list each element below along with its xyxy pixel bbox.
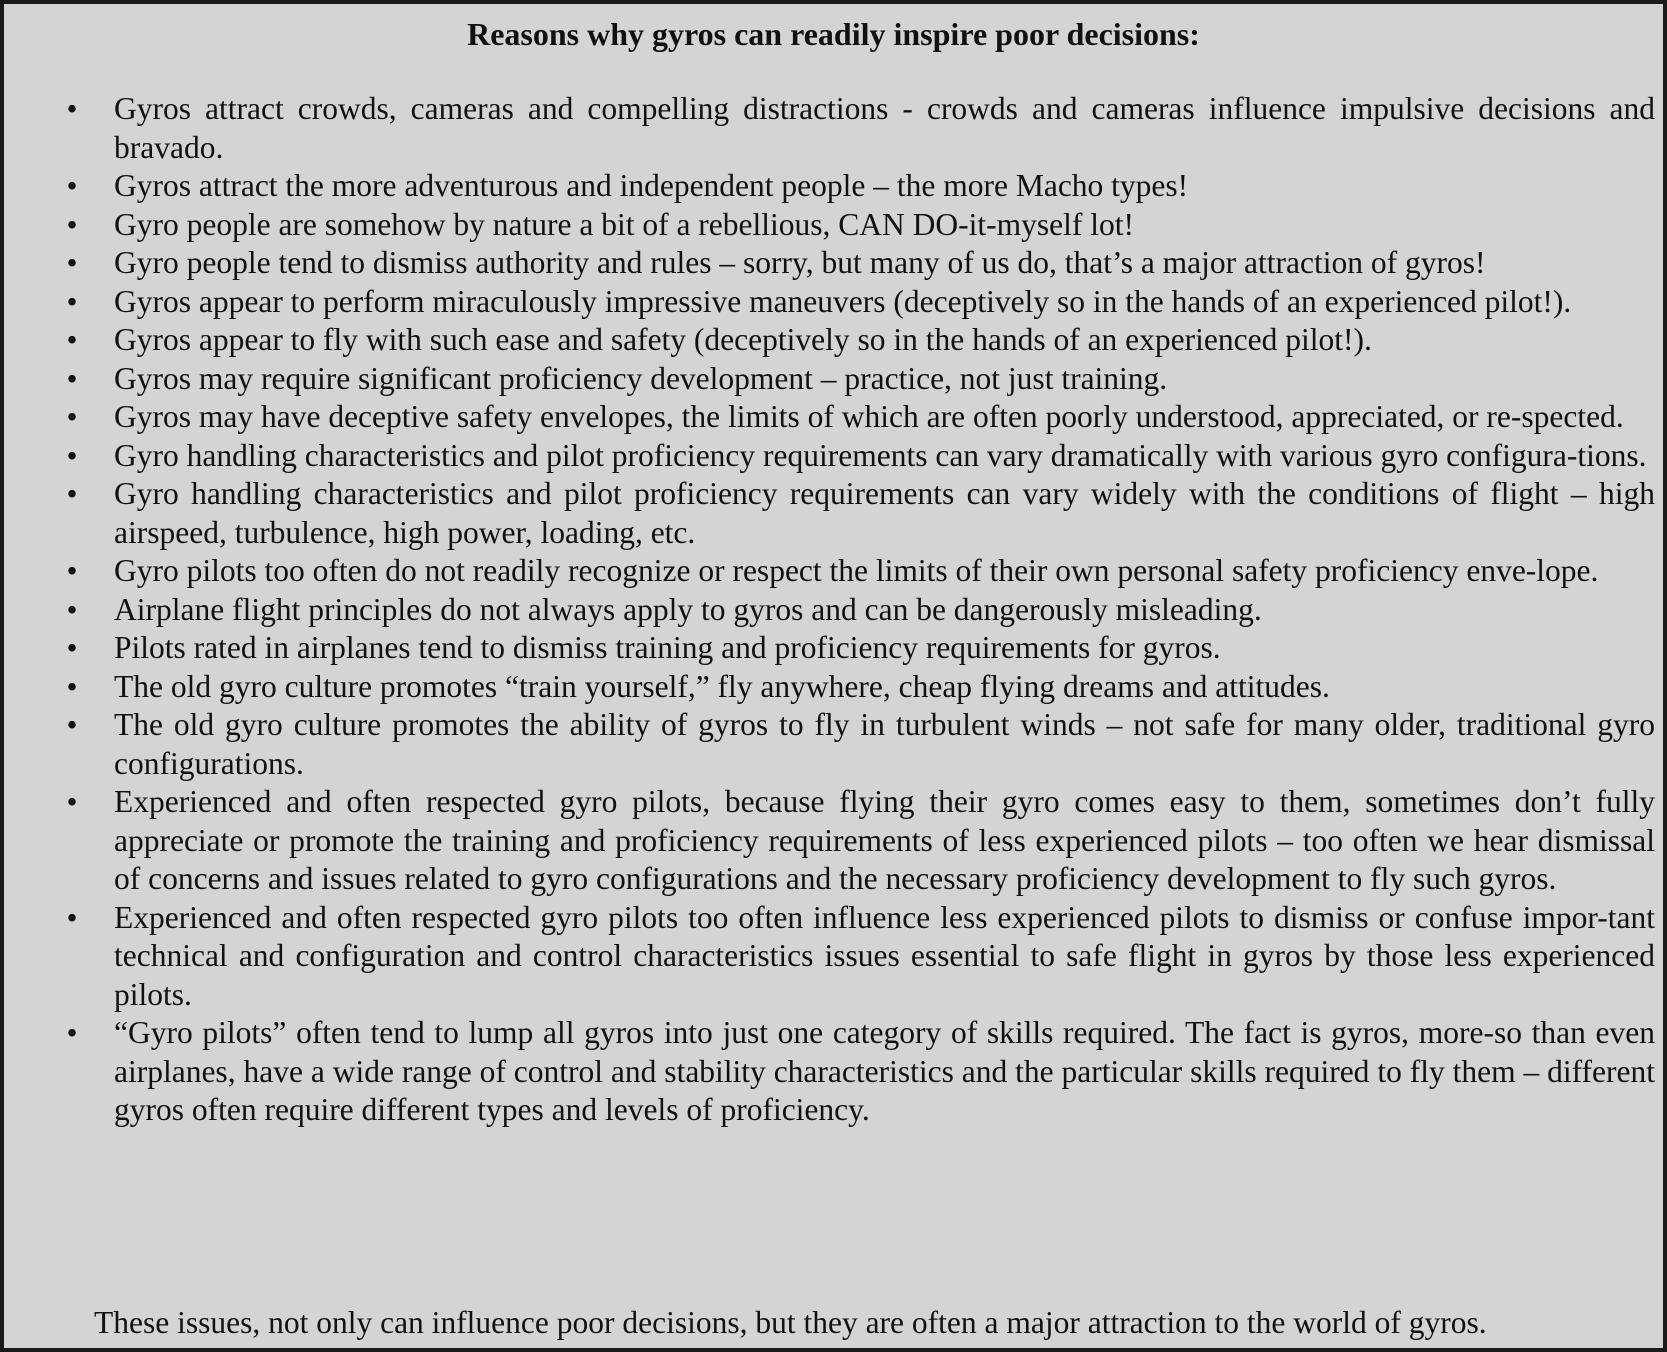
list-item xyxy=(4,90,1663,167)
list-item-text: Gyro pilots too often do not readily recognize or respect the limits of their own personal safety proficiency enve-lope. xyxy=(114,553,1599,588)
list-item xyxy=(4,244,1663,283)
bullet-icon: • xyxy=(66,668,78,704)
list-item xyxy=(4,283,1663,322)
bullet-icon: • xyxy=(66,1015,78,1050)
list-item-text: Gyros attract the more adventurous and independent people – the more Macho types! xyxy=(114,168,1189,203)
list-item-text: Gyro people are somehow by nature a bit of a rebellious, CAN DO-it-myself lot! xyxy=(114,206,1134,242)
bullet-icon: • xyxy=(66,283,78,319)
bullet-icon: • xyxy=(66,91,78,126)
list-item xyxy=(4,167,1663,206)
bullet-icon: • xyxy=(66,553,78,588)
bullet-icon: • xyxy=(66,245,78,280)
list-item-text: Gyros appear to fly with such ease and safety (deceptively so in the hands of an experienced pilot!). xyxy=(114,322,1372,357)
list-item-text: “Gyro pilots” often tend to lump all gyros into just one category of skills required. The fact is gyros, more-so than even airplanes, have a wide range of control and stability characteristics and the particular skills required to fly them – different gyros often require different types and levels of proficiency. xyxy=(114,1015,1655,1127)
bullet-icon: • xyxy=(66,707,78,742)
list-item xyxy=(4,591,1663,630)
list-item xyxy=(4,783,1663,899)
list-item xyxy=(4,321,1663,360)
bullet-icon: • xyxy=(66,206,78,242)
list-item-text: Experienced and often respected gyro pilots, because flying their gyro comes easy to them, sometimes don’t fully appreciate or promote the training and proficiency requirements of less experienced pilots – too often we hear dismissal of concerns and issues related to gyro configurations and the necessary proficiency development to fly such gyros. xyxy=(114,784,1655,896)
list-item xyxy=(4,629,1663,668)
list-item-text: Gyro handling characteristics and pilot proficiency requirements can vary widely with the conditions of flight – high airspeed, turbulence, high power, loading, etc. xyxy=(114,476,1655,550)
list-item xyxy=(4,1014,1663,1130)
list-item-text: Gyros may have deceptive safety envelopes, the limits of which are often poorly understood, appreciated, or re-spected. xyxy=(114,399,1624,434)
bullet-icon: • xyxy=(66,360,78,396)
list-item-text: Gyro people tend to dismiss authority and rules – sorry, but many of us do, that’s a major attraction of gyros! xyxy=(114,245,1486,280)
list-item-text: Experienced and often respected gyro pilots too often influence less experienced pilots to dismiss or confuse impor-tant technical and configuration and control characteristics issues essential to safe flight in gyros by those less experienced pilots. xyxy=(114,899,1655,1012)
bullet-icon: • xyxy=(66,784,78,819)
bullet-icon: • xyxy=(66,437,78,473)
list-item xyxy=(4,360,1663,399)
list-item-text: Gyros may require significant proficiency development – practice, not just training. xyxy=(114,360,1168,396)
list-item xyxy=(4,206,1663,245)
list-item-text: Gyros attract crowds, cameras and compelling distractions - crowds and cameras influence impulsive decisions and bravado. xyxy=(114,91,1655,165)
list-item-text: The old gyro culture promotes “train yourself,” fly anywhere, cheap flying dreams and attitudes. xyxy=(114,668,1330,704)
list-item xyxy=(4,706,1663,783)
bullet-icon: • xyxy=(66,322,78,357)
list-item-text: Gyros appear to perform miraculously impressive maneuvers (deceptively so in the hands of an experienced pilot!). xyxy=(114,283,1572,319)
list-item xyxy=(4,475,1663,552)
reasons-list xyxy=(4,90,1663,1130)
closing-statement: These issues, not only can influence poor decisions, but they are often a major attraction to the world of gyros. xyxy=(94,1305,1487,1340)
list-item-text: Pilots rated in airplanes tend to dismiss training and proficiency requirements for gyros. xyxy=(114,630,1221,665)
list-item xyxy=(4,668,1663,707)
box-title: Reasons why gyros can readily inspire poor decisions: xyxy=(467,16,1200,52)
list-item xyxy=(4,899,1663,1015)
bullet-icon: • xyxy=(66,168,78,203)
bullet-icon: • xyxy=(66,899,78,935)
list-item-text: Gyro handling characteristics and pilot proficiency requirements can vary dramatically with various gyro configura-tions. xyxy=(114,437,1647,473)
bullet-icon: • xyxy=(66,630,78,665)
list-item-text: Airplane flight principles do not always apply to gyros and can be dangerously misleading. xyxy=(114,591,1262,627)
bullet-icon: • xyxy=(66,476,78,511)
list-item-text: The old gyro culture promotes the ability of gyros to fly in turbulent winds – not safe for many older, traditional gyro configurations. xyxy=(114,707,1655,781)
list-item xyxy=(4,398,1663,437)
list-item xyxy=(4,437,1663,476)
bullet-icon: • xyxy=(66,591,78,627)
bullet-icon: • xyxy=(66,399,78,434)
list-item xyxy=(4,552,1663,591)
